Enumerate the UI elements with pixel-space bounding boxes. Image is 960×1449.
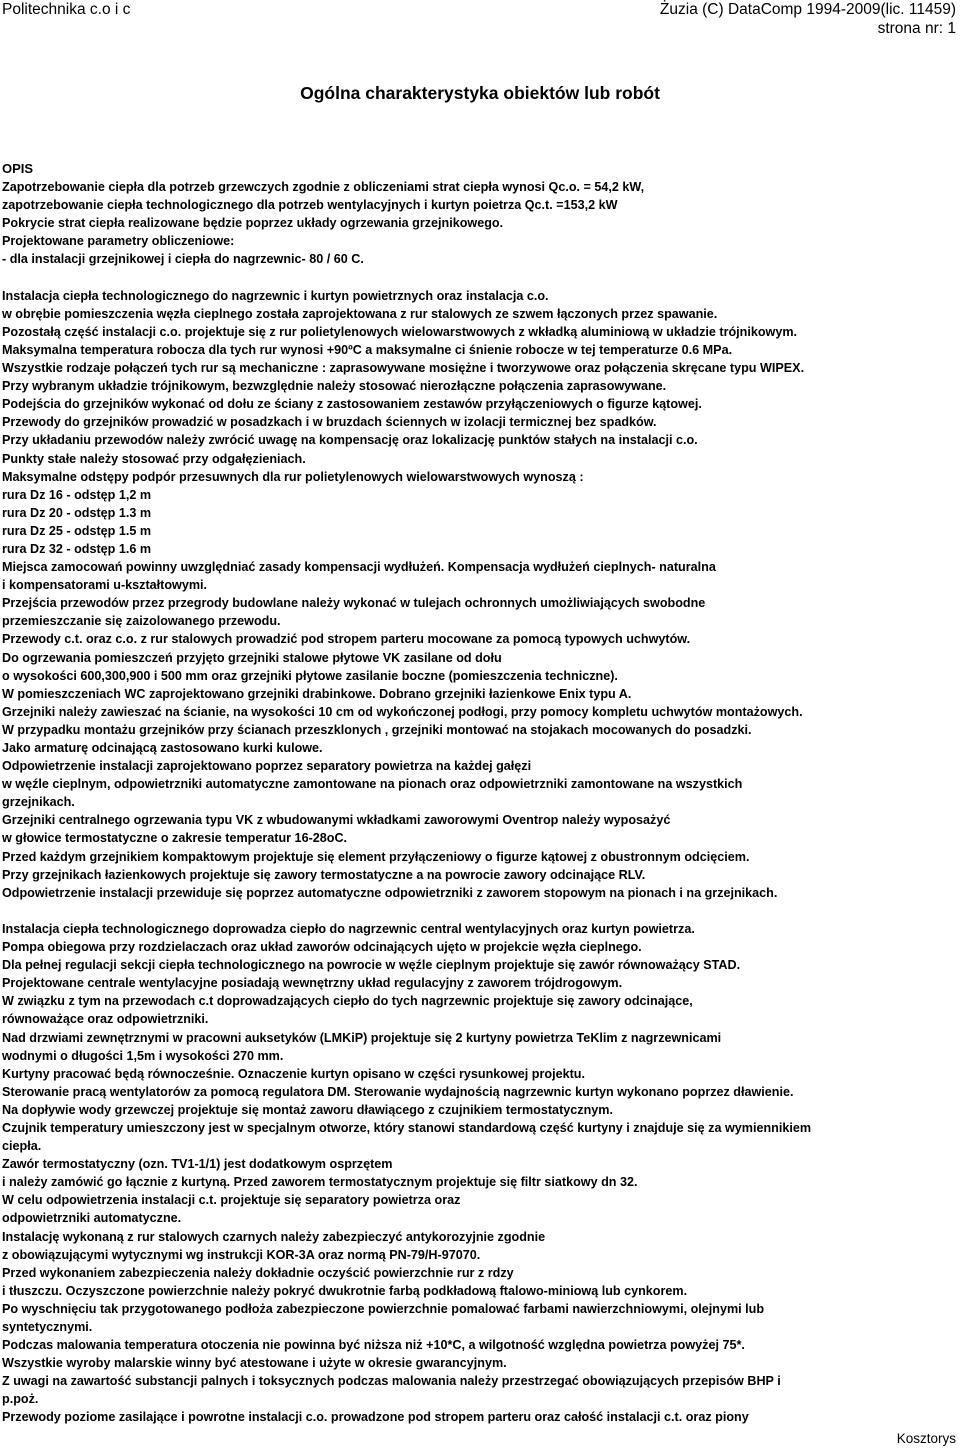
text-line: Instalacja ciepła technologicznego do nagrzewnic i kurtyn powietrznych oraz instalacja c.o.: [2, 288, 549, 303]
text-line: Sterowanie pracą wentylatorów za pomocą regulatora DM. Sterowanie wydajnością nagrzewnic kurtyn wykonano poprzez dławienie.: [2, 1084, 794, 1099]
text-line: Grzejniki centralnego ogrzewania typu VK z wbudowanymi wkładkami zaworowymi Oventrop należy wyposażyć: [2, 813, 671, 828]
text-line: W przypadku montażu grzejników przy ścianach przeszklonych , grzejniki montować na stojakach mocowanych do posadzki.: [2, 722, 752, 737]
text-line: odpowietrzniki automatyczne.: [2, 1211, 182, 1226]
text-line: i kompensatorami u-kształtowymi.: [2, 578, 208, 593]
text-line: i tłuszczu. Oczyszczone powierzchnie należy pokryć dwukrotnie farbą podkładową ftalowo-miniową lub cynkorem.: [2, 1283, 688, 1298]
text-line: wodnymi o długości 1,5m i wysokości 270 mm.: [2, 1048, 284, 1063]
text-line: w głowice termostatyczne o zakresie temperatur 16-28oC.: [2, 831, 348, 846]
text-line: Do ogrzewania pomieszczeń przyjęto grzejniki stalowe płytowe VK zasilane od dołu: [2, 650, 502, 665]
text-line: równoważące oraz odpowietrzniki.: [2, 1012, 209, 1027]
text-line: Przed każdym grzejnikiem kompaktowym projektuje się element przyłączeniowy o figurze kątowej z obustronnym odcięciem.: [2, 849, 750, 864]
text-line: Przejścia przewodów przez przegrody budowlane należy wykonać w tulejach ochronnych umożliwiających swobodne: [2, 596, 706, 611]
text-line: Odpowietrzenie instalacji przewiduje się poprzez automatyczne odpowietrzniki z zaworem stopowym na pionach i na grzejnikach.: [2, 885, 778, 900]
text-line: Podczas malowania temperatura otoczenia nie powinna być niższa niż +10*C, a wilgotność względna powietrza powyżej 75*.: [2, 1338, 745, 1353]
text-line: Nad drzwiami zewnętrznymi w pracowni auksetyków (LMKiP) projektuje się 2 kurtyny powietrza TeKlim z nagrzewnicami: [2, 1030, 722, 1045]
text-line: Przewody do grzejników prowadzić w posadzkach i w bruzdach ściennych w izolacji termicznej bez spadków.: [2, 415, 657, 430]
text-line: rura Dz 32 - odstęp 1.6 m: [2, 541, 152, 556]
text-line: w obrębie pomieszczenia węzła cieplnego została zaprojektowana z rur stalowych ze szwem łączonych przez spawanie.: [2, 306, 718, 321]
text-line: Instalacja ciepła technologicznego doprowadza ciepło do nagrzewnic central wentylacyjnych oraz kurtyn powietrza.: [2, 921, 695, 936]
text-line: Czujnik temperatury umieszczony jest w specjalnym otworze, który stanowi standardową część kurtyny i znajduje się za wymiennikiem: [2, 1120, 812, 1135]
text-line: Przewody c.t. oraz c.o. z rur stalowych prowadzić pod stropem parteru mocowane za pomocą typowych uchwytów.: [2, 632, 691, 647]
text-line: Jako armaturę odcinającą zastosowano kurki kulowe.: [2, 741, 323, 755]
paragraph-gap: [2, 902, 958, 920]
text-line: W celu odpowietrzenia instalacji c.t. projektuje się separatory powietrza oraz: [2, 1193, 461, 1208]
header-program-info: Żuzia (C) DataComp 1994-2009(lic. 11459): [659, 1, 956, 18]
text-line: z obowiązującymi wytycznymi wg instrukcji KOR-3A oraz normą PN-79/H-97070.: [2, 1247, 481, 1262]
text-line: p.poż.: [2, 1392, 39, 1407]
paragraph-gap: [2, 269, 958, 287]
header-right: [660, 0, 956, 38]
text-line: Dla pełnej regulacji sekcji ciepła technologicznego na powrocie w węźle cieplnym projektuje się zawór równoważący STAD.: [2, 958, 741, 973]
page-title: Ogólna charakterystyka obiektów lub robót: [300, 83, 660, 103]
text-line: Pompa obiegowa przy rozdzielaczach oraz układ zaworów odcinających ujęto w projekcie węzła cieplnego.: [2, 940, 642, 955]
text-line: Pozostałą część instalacji c.o. projektuje się z rur polietylenowych wielowarstwowych z wkładką aluminiową w układzie trójnikowym.: [2, 324, 798, 339]
text-line: Maksymalna temperatura robocza dla tych rur wynosi +90ºC a maksymalne ci śnienie robocze w tej temperaturze 0.6 MPa.: [2, 342, 733, 357]
text-line: Instalację wykonaną z rur stalowych czarnych należy zabezpieczyć antykorozyjnie zgodnie: [2, 1229, 546, 1244]
text-line: Wszystkie wyroby malarskie winny być atestowane i użyte w okresie gwarancyjnym.: [2, 1356, 507, 1371]
text-line: Podejścia do grzejników wykonać od dołu ze ściany z zastosowaniem zestawów przyłączeniowych o figurze kątowej.: [2, 397, 702, 412]
text-line: Przed wykonaniem zabezpieczenia należy dokładnie oczyścić powierzchnie rur z rdzy: [2, 1265, 514, 1280]
text-line: Odpowietrzenie instalacji zaprojektowano poprzez separatory powietrza na każdej gałęzi: [2, 759, 532, 774]
text-line: o wysokości 600,300,900 i 500 mm oraz grzejniki płytowe zasilanie boczne (pomieszczenia techniczne).: [2, 668, 618, 683]
text-line: Na dopływie wody grzewczej projektuje się montaż zaworu dławiącego z czujnikiem termostatycznym.: [2, 1102, 613, 1117]
text-line: rura Dz 25 - odstęp 1.5 m: [2, 523, 152, 538]
header-page-number: strona nr: 1: [877, 20, 956, 37]
text-line: rura Dz 16 - odstęp 1,2 m: [2, 487, 152, 502]
text-line: przemieszczanie się zaizolowanego przewodu.: [2, 614, 281, 629]
text-line: rura Dz 20 - odstęp 1.3 m: [2, 505, 152, 520]
text-line: Z uwagi na zawartość substancji palnych i toksycznych podczas malowania należy przestrzegać obowiązujących przepisów BHP i: [2, 1374, 781, 1389]
text-line: syntetycznymi.: [2, 1320, 93, 1334]
text-line: Punkty stałe należy stosować przy odgałęzieniach.: [2, 451, 306, 466]
footer-label: Kosztorys: [896, 1431, 956, 1446]
text-line: Projektowane parametry obliczeniowe:: [2, 234, 235, 249]
header-left: Politechnika c.o i c: [2, 1, 131, 18]
text-line: OPIS: [2, 161, 34, 176]
text-line: zapotrzebowanie ciepła technologicznego dla potrzeb wentylacyjnych i kurtyn poietrza Qc.t. =153,2 kW: [2, 198, 618, 213]
text-line: Zawór termostatyczny (ozn. TV1-1/1) jest dodatkowym osprzętem: [2, 1157, 393, 1172]
text-line: Przy wybranym układzie trójnikowym, bezwzględnie należy stosować nierozłączne połączenia zaprasowywane.: [2, 379, 667, 394]
text-line: Zapotrzebowanie ciepła dla potrzeb grzewczych zgodnie z obliczeniami strat ciepła wynosi Qc.o. = 54,2 kW,: [2, 180, 645, 195]
text-line: Przy grzejnikach łazienkowych projektuje się zawory termostatyczne a na powrocie zawory odcinające RLV.: [2, 867, 646, 882]
text-line: w węźle cieplnym, odpowietrzniki automatyczne zamontowane na pionach oraz odpowietrzniki zamontowane na wszystkich: [2, 777, 743, 792]
text-line: - dla instalacji grzejnikowej i ciepła do nagrzewnic- 80 / 60 C.: [2, 252, 364, 267]
text-line: Grzejniki należy zawieszać na ścianie, na wysokości 10 cm od wykończonej podłogi, przy pomocy kompletu uchwytów montażowych.: [2, 704, 803, 719]
text-line: Projektowane centrale wentylacyjne posiadają wewnętrzny układ regulacyjny z zaworem trójdrogowym.: [2, 976, 623, 991]
text-line: i należy zamówić go łącznie z kurtyną. Przed zaworem termostatycznym projektuje się filtr siatkowy dn 32.: [2, 1175, 638, 1190]
text-line: W pomieszczeniach WC zaprojektowano grzejniki drabinkowe. Dobrano grzejniki łazienkowe Enix typu A.: [2, 686, 632, 701]
text-line: Przewody poziome zasilające i powrotne instalacji c.o. prowadzone pod stropem parteru oraz całość instalacji c.t. oraz piony: [2, 1410, 749, 1425]
text-line: grzejnikach.: [2, 795, 75, 810]
text-line: Wszystkie rodzaje połączeń tych rur są mechaniczne : zaprasowywane mosiężne i tworzywowe oraz połączenia skręcane typu WIPEX.: [2, 361, 805, 376]
text-line: Pokrycie strat ciepła realizowane będzie poprzez układy ogrzewania grzejnikowego.: [2, 216, 504, 231]
text-line: Po wyschnięciu tak przygotowanego podłoża zabezpieczone powierzchnie pomalować farbami nawierzchniowymi, olejnymi lub: [2, 1301, 765, 1316]
text-line: Maksymalne odstępy podpór przesuwnych dla rur polietylenowych wielowarstwowych wynoszą :: [2, 469, 584, 484]
text-line: Przy układaniu przewodów należy zwrócić uwagę na kompensację oraz lokalizację punktów stałych na instalacji c.o.: [2, 433, 698, 448]
text-line: W związku z tym na przewodach c.t doprowadzających ciepło do tych nagrzewnic projektuje się zawory odcinające,: [2, 994, 693, 1009]
document-body: [2, 160, 958, 1427]
text-line: Kurtyny pracować będą równocześnie. Oznaczenie kurtyn opisano w części rysunkowej projektu.: [2, 1066, 585, 1081]
text-line: Miejsca zamocowań powinny uwzględniać zasady kompensacji wydłużeń. Kompensacja wydłużeń cieplnych- naturalna: [2, 560, 716, 575]
text-line: ciepła.: [2, 1139, 42, 1154]
